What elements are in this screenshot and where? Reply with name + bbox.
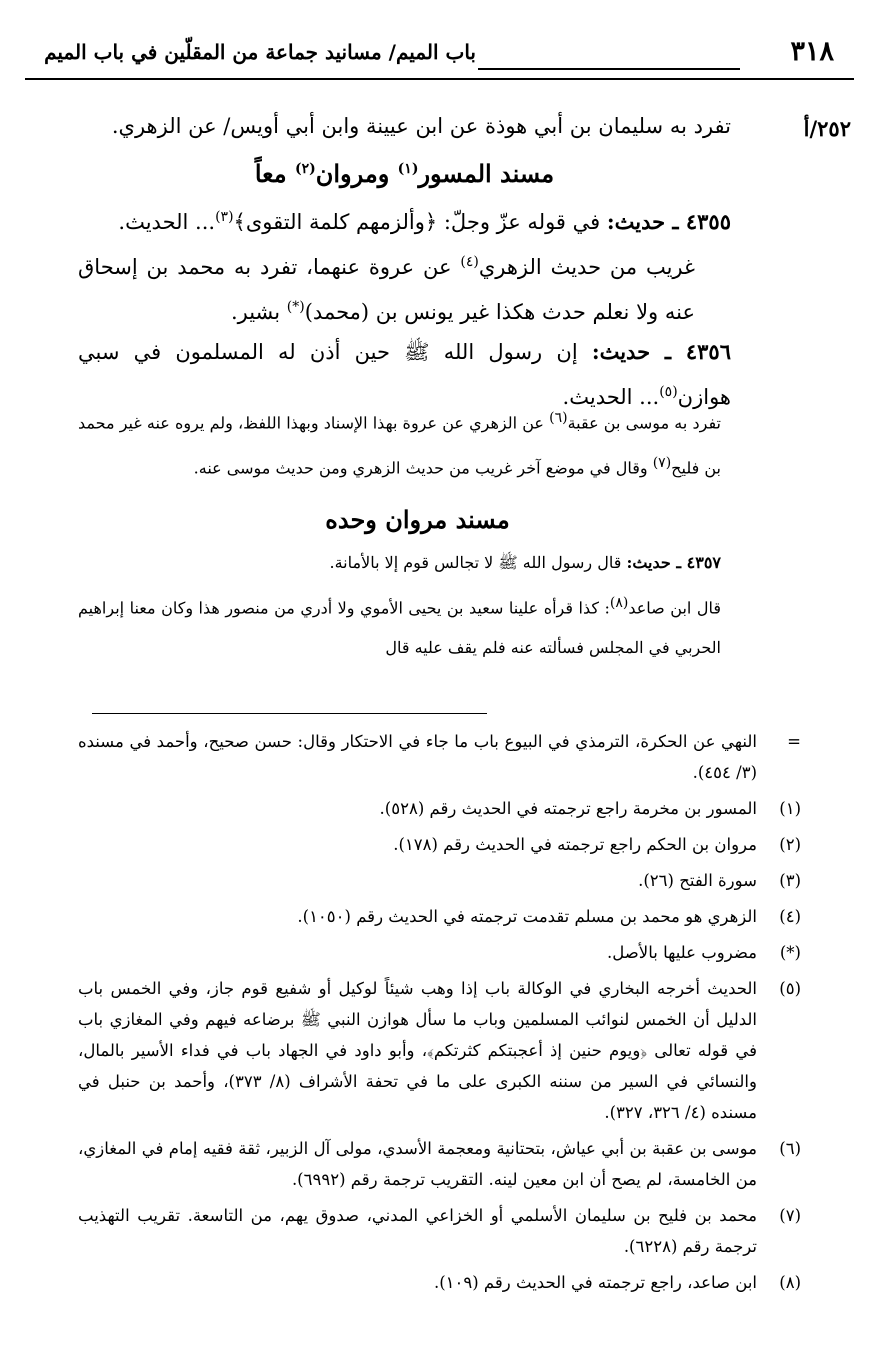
footnote-mark: (٥) [779, 979, 801, 998]
hadith-number: ٤٣٥٦ ـ حديث: [591, 339, 731, 364]
footnote-text: سورة الفتح (٢٦). [638, 871, 757, 890]
comment-4357: قال ابن صاعد(٨): كذا قرأه علينا سعيد بن يحيى الأموي ولا أدري من منصور هذا وكان معنا إبراهيم الحربي في المجلس فسألته عنه فلم يقف عليه قال [78, 594, 721, 657]
section-heading-1: مسند المسور$^{(١)}$ ومروان$^{(٢)}$ معاً [254, 159, 555, 188]
hadith-number: ٤٣٥٥ ـ حديث: [606, 209, 731, 234]
page-number: ٣١٨ [790, 36, 834, 67]
footnote-ref[interactable]: (٧) [652, 455, 672, 472]
footnotes [78, 726, 801, 1303]
running-title: باب الميم/ مسانيد جماعة من المقلّين في باب الميم [44, 40, 476, 64]
footnote-mark: = [787, 732, 801, 751]
footnote [78, 865, 801, 896]
comment-4355: غريب من حديث الزهري$^{(٤)}$ عن عروة عنهما، تفرد به محمد بن إسحاق عنه ولا نعلم حدث هكذا غير يونس بن (محمد)(*) بشير. [78, 254, 696, 324]
footnote-ref[interactable]: (٥) [659, 384, 678, 400]
footnote-separator [92, 713, 487, 714]
footnote [78, 1133, 801, 1195]
footnote-ref[interactable]: (١) [397, 161, 419, 177]
footnote-text: موسى بن عقبة بن أبي عياش، بتحتانية ومعجمة الأسدي، مولى آل الزبير، ثقة فقيه إمام في المغازي، من الخامسة، لم يصح أن ابن معين لينه. التقريب ترجمة رقم (٦٩٩٢). [78, 1139, 757, 1189]
footnote-ref[interactable]: (٦) [549, 410, 568, 426]
footnote-mark: (*) [779, 943, 801, 962]
footnote-text: محمد بن فليح بن سليمان الأسلمي أو الخزاعي المدني، صدوق يهم، من التاسعة. تقريب التهذيب ترجمة رقم (٦٢٢٨). [78, 1206, 757, 1256]
footnote-text: المسور بن مخرمة راجع ترجمته في الحديث رقم (٥٢٨). [379, 799, 757, 818]
comment-4356: تفرد به موسى بن عقبة(٦) عن الزهري عن عروة بهذا الإسناد وبهذا اللفظ، ولم يروه عنه غير محمد بن فليح(٧) وقال في موضع آخر غريب من حديث الزهري ومن حديث موسى عنه. [78, 410, 722, 478]
hadith-4356: ٤٣٥٦ ـ حديث: إن رسول الله ﷺ حين أذن له المسلمون في سبي هوازن$^{(٥)}$... الحديث. [78, 339, 731, 409]
footnote-mark: (٧) [779, 1206, 801, 1225]
footnote-mark: (٨) [779, 1273, 801, 1292]
section-heading-2: مسند مروان وحده [325, 504, 510, 534]
footnote [78, 937, 801, 968]
footnote [78, 1200, 801, 1262]
footnote-mark: (١) [779, 799, 801, 818]
footnote-text: ابن صاعد، راجع ترجمته في الحديث رقم (١٠٩). [433, 1273, 757, 1292]
header-rule-short [728, 68, 740, 70]
footnote-mark: (٤) [779, 907, 801, 926]
footnote [78, 793, 801, 824]
footnote [78, 726, 801, 788]
hadith-4355: ٤٣٥٥ ـ حديث: في قوله عزّ وجلّ: ﴿وألزمهم كلمة التقوى﴾$^{(٣)}$... الحديث. [118, 209, 731, 234]
footnote-text: الزهري هو محمد بن مسلم تقدمت ترجمته في الحديث رقم (١٠٥٠). [297, 907, 757, 926]
hadith-4357: ٤٣٥٧ ـ حديث: قال رسول الله ﷺ لا تجالس قوم إلا بالأمانة. [329, 552, 721, 572]
main-text [78, 106, 731, 417]
footnote-mark: (٣) [779, 871, 801, 890]
footnote-ref[interactable]: (٣) [215, 209, 234, 225]
footnote-text: مضروب عليها بالأصل. [607, 943, 757, 962]
hadith-number: ٤٣٥٧ ـ حديث: [626, 552, 721, 572]
main-text-2 [78, 398, 757, 668]
footnote-text: الحديث أخرجه البخاري في الوكالة باب إذا وهب شيئاً لوكيل أو شفيع قوم جاز، وفي الخمس باب الدليل أن الخمس لنوائب المسلمين وباب ما سأل هوازن النبي ﷺ برضاعه فيهم وفي المغازي باب في قوله تعالى ﴿ويوم حنين إذ أعجبتكم كثرتكم﴾، وأبو داود في الجهاد باب في فداء الأسير بالمال، والنسائي في السير من سننه الكبرى على ما في تحفة الأشراف (٨/ ٣٧٣)، وأحمد بن حنبل في مسنده (٤/ ٣٢٦، ٣٢٧). [78, 979, 757, 1122]
intro-line: تفرد به سليمان بن أبي هوذة عن ابن عيينة وابن أبي أويس/ عن الزهري. [111, 114, 731, 138]
footnote-ref[interactable]: (*) [286, 299, 305, 315]
header-rule [478, 68, 728, 70]
footnote [78, 901, 801, 932]
footnote-mark: (٦) [779, 1139, 801, 1158]
page-header [25, 28, 854, 78]
footnote-ref[interactable]: (٢) [294, 161, 316, 177]
footnote [78, 1267, 801, 1298]
header-underline [25, 78, 854, 80]
footnote-text: النهي عن الحكرة، الترمذي في البيوع باب ما جاء في الاحتكار وقال: حسن صحيح، وأحمد في مسنده (٣/ ٤٥٤). [78, 732, 757, 782]
footnote-ref[interactable]: (٨) [609, 594, 629, 611]
margin-reference: ٢٥٢/أ [803, 116, 851, 141]
footnote-text: مروان بن الحكم راجع ترجمته في الحديث رقم (١٧٨). [393, 835, 757, 854]
footnote-ref[interactable]: (٤) [460, 254, 479, 270]
footnote-mark: (٢) [779, 835, 801, 854]
footnote [78, 829, 801, 860]
footnote [78, 973, 801, 1128]
